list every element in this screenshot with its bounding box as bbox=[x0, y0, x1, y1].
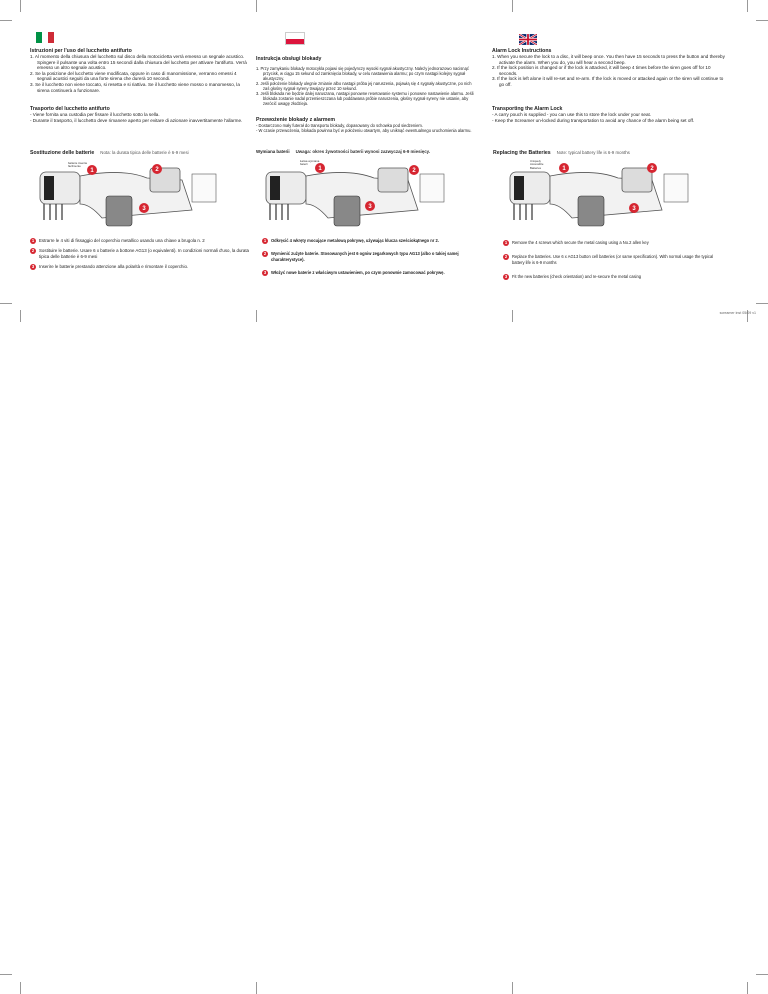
list-item: - Durante il trasporto, il lucchetto deve rimanere aperto per evitare di azionare inavvertitamente l'allarme. bbox=[30, 117, 243, 123]
list-item: 1 Estrarre le 4 viti di fissaggio del coperchio metallico usando una chiave a brugola n. 2 bbox=[31, 238, 205, 243]
pl-replace-heading bbox=[256, 149, 486, 154]
crop-mark bbox=[512, 982, 513, 994]
crop-mark bbox=[20, 310, 21, 322]
step-1-badge: 1 bbox=[263, 238, 267, 243]
list-item: 3 Włożyć nowe baterie z właściwym ustawieniem, po czym ponownie zamocować pokrywę. bbox=[263, 270, 445, 276]
list-item: 2. Jeśli położenie blokady ulegnie zmianie albo nastąpi próba jej naruszenia, pojawią się 4 sygnały akustyczne, po nich zaś głośny sygnał syreny trwający przez 10 sekund. bbox=[256, 81, 472, 91]
list-item: 3. Jeśli blokada nie będzie dalej naruszana, nastąpi ponowne resetowanie systemu i ponowne nastawienie alarmu. Jeśli blokada zostanie nadal przemieszczana lub poddawana próbie naruszenia, głośny sygnał syreny nie ustanie, aby zwrócić uwagę złodzieja. bbox=[256, 91, 474, 106]
step-2-badge: 2 bbox=[31, 248, 35, 254]
svg-text:2: 2 bbox=[412, 168, 416, 174]
italy-flag-icon bbox=[36, 32, 54, 43]
list-item: - Dostarczono mały futerał do transportu blokady, dopasowany do schowka pod siedzeniem. bbox=[256, 123, 423, 128]
en-transport-list bbox=[492, 112, 726, 123]
uk-flag-icon bbox=[519, 32, 537, 43]
it-battery-illustration bbox=[32, 160, 232, 235]
crop-mark bbox=[0, 974, 12, 975]
en-callout-label: Uniquely Accessible Batteries bbox=[530, 159, 544, 170]
list-item: 2 Replace the batteries. Use 6 x AG13 button cell batteries (or same specification). With normal usage the typical battery life is 6-9 months bbox=[504, 254, 714, 265]
it-transport-list bbox=[30, 112, 250, 123]
list-item: 1. Przy zamykaniu blokady motocykla pojawi się pojedynczy wysoki sygnał akustyczny. Należy jednorazowo nacisnąć przycisk, w ciągu 15 sekund od zamknięcia blokady, w celu nastawienia alarmu; po czym nastąpi kolejny sygnał akustyczny. bbox=[256, 66, 469, 81]
step-3-badge: 3 bbox=[504, 274, 508, 280]
list-item: 2 Wymienić zużyte baterie. Stosowanych jest 6 ogniw zegarkowych typu AG13 (albo o takiej samej charakterystyce). bbox=[263, 251, 459, 262]
list-item: 1 Remove the 4 screws which secure the metal casing using a No.2 allen key bbox=[504, 240, 649, 245]
step-1-badge: 1 bbox=[31, 238, 35, 243]
list-item: - A carry pouch is supplied - you can use this to store the lock under your seat. bbox=[492, 112, 652, 117]
en-replace-note: Note: typical battery life is 6-9 months bbox=[556, 150, 630, 155]
list-item: - Keep the Screamer un-locked during transportation to avoid any chance of the alarm being set off. bbox=[492, 117, 695, 123]
it-transport-title: Trasporto del lucchetto antifurto bbox=[30, 106, 110, 112]
pl-callout-label: Łatwa wymiana baterii bbox=[300, 159, 320, 167]
crop-mark bbox=[756, 974, 768, 975]
pl-steps-list bbox=[262, 238, 482, 281]
crop-mark bbox=[0, 20, 12, 21]
pl-instructions-title: Instrukcja obsługi blokady bbox=[256, 56, 322, 62]
svg-text:1: 1 bbox=[318, 166, 322, 172]
it-instructions-list bbox=[30, 54, 250, 93]
crop-mark bbox=[0, 303, 12, 304]
svg-text:2: 2 bbox=[155, 167, 159, 173]
it-replace-heading bbox=[30, 150, 250, 156]
pl-transport-title: Przewożenie blokady z alarmem bbox=[256, 117, 335, 123]
step-2-badge: 2 bbox=[504, 254, 508, 260]
crop-mark bbox=[256, 310, 257, 322]
svg-text:3: 3 bbox=[368, 204, 372, 210]
en-battery-illustration bbox=[500, 158, 710, 233]
svg-text:1: 1 bbox=[90, 168, 94, 174]
pl-instructions-list bbox=[256, 66, 476, 106]
crop-mark bbox=[512, 0, 513, 12]
step-3-badge: 3 bbox=[263, 270, 267, 276]
list-item: 1 Odkręcić 4 wkręty mocujące metalową pokrywę, używając klucza sześciokątnego nr 2. bbox=[263, 238, 439, 243]
it-steps-list bbox=[30, 238, 250, 275]
pl-battery-illustration bbox=[256, 158, 466, 233]
crop-mark bbox=[756, 20, 768, 21]
pl-replace-note: Uwaga: okres żywotności baterii wynosi zazwyczaj 6-9 miesięcy. bbox=[295, 149, 430, 154]
crop-mark bbox=[20, 0, 21, 12]
list-item: 1. Al momento della chiusura del lucchetto sul disco della motocicletta verrà emesso un segnale acustico. Spingere il pulsante una volta entro 15 secondi dalla chiusura del lucchetto per attivare l'antifurto. Verrà emesso un altro segnale acustico. bbox=[30, 54, 247, 71]
list-item: 2. Se la posizione del lucchetto viene modificata, oppure in caso di manomissione, verranno emessi 4 segnali acustici seguiti da una forte sirena che durerà 10 secondi. bbox=[30, 70, 237, 82]
en-transport-title: Transporting the Alarm Lock bbox=[492, 106, 563, 112]
list-item: 1. When you secure the lock to a disc, it will beep once. You then have 15 seconds to press the button and thereby activate the alarm. When you do, you will hear a second beep. bbox=[492, 54, 725, 65]
step-2-badge: 2 bbox=[263, 251, 267, 257]
footer-version: screamer inst 05/09 v1 bbox=[719, 311, 756, 315]
list-item: 2. If the lock position is changed or if the lock is attacked, it will beep 4 times before the siren goes off for 10 seconds. bbox=[492, 65, 711, 76]
svg-text:2: 2 bbox=[650, 166, 654, 172]
crop-mark bbox=[20, 982, 21, 994]
it-instructions-title: Istruzioni per l'uso del lucchetto antifurto bbox=[30, 48, 132, 54]
svg-text:1: 1 bbox=[562, 166, 566, 172]
en-instructions-title: Alarm Lock Instructions bbox=[492, 48, 552, 54]
crop-mark bbox=[512, 310, 513, 322]
it-replace-note: Nota: la durata tipica delle batterie è 6-9 mesi bbox=[100, 150, 189, 155]
step-3-badge: 3 bbox=[31, 264, 35, 270]
pl-replace-title: Wymiana baterii bbox=[256, 149, 290, 154]
svg-text:3: 3 bbox=[632, 206, 636, 212]
crop-mark bbox=[747, 982, 748, 994]
list-item: 3. If the lock is left alone it will re-set and re-arm. If the lock is moved or attacked again or the siren will continue to go off. bbox=[492, 76, 724, 87]
crop-mark bbox=[256, 982, 257, 994]
list-item: - W czasie przewożenia, blokada powinna być w położeniu otwartym, aby uniknąć ewentualnego uruchomienia alarmu. bbox=[256, 128, 472, 133]
list-item: 3 Fit the new batteries (check orientation) and re-secure the metal casing bbox=[504, 274, 642, 280]
crop-mark bbox=[256, 0, 257, 12]
crop-mark bbox=[756, 303, 768, 304]
poland-flag-icon bbox=[285, 32, 305, 45]
list-item: 3. Se il lucchetto non viene toccato, si resetta e si riattiva. Se il lucchetto viene mosso o manomesso, la sirena continuerà a funzionare. bbox=[30, 81, 240, 93]
list-item: - Viene fornita una custodia per fissare il lucchetto sotto la sella. bbox=[30, 112, 160, 117]
en-steps-list bbox=[503, 240, 723, 285]
en-replace-heading bbox=[493, 150, 729, 156]
list-item: 2 Sostituire le batterie. Usare 6 x batterie a bottone AG13 (o equivalenti). In condizioni normali d'uso, la durata tipica delle batterie è 6-9 mesi bbox=[31, 248, 249, 259]
step-1-badge: 1 bbox=[504, 240, 508, 245]
list-item: 3 Inserire le batterie prestando attenzione alla polarità e rimontare il coperchio. bbox=[31, 264, 189, 270]
en-instructions-list bbox=[492, 54, 726, 88]
svg-text:3: 3 bbox=[142, 206, 146, 212]
crop-mark bbox=[747, 0, 748, 12]
it-replace-title: Sostituzione delle batterie bbox=[30, 150, 95, 156]
it-callout-label: batterie inserite facilmente bbox=[68, 161, 88, 169]
pl-transport-list bbox=[256, 123, 476, 133]
en-replace-title: Replacing the Batteries bbox=[493, 150, 551, 156]
